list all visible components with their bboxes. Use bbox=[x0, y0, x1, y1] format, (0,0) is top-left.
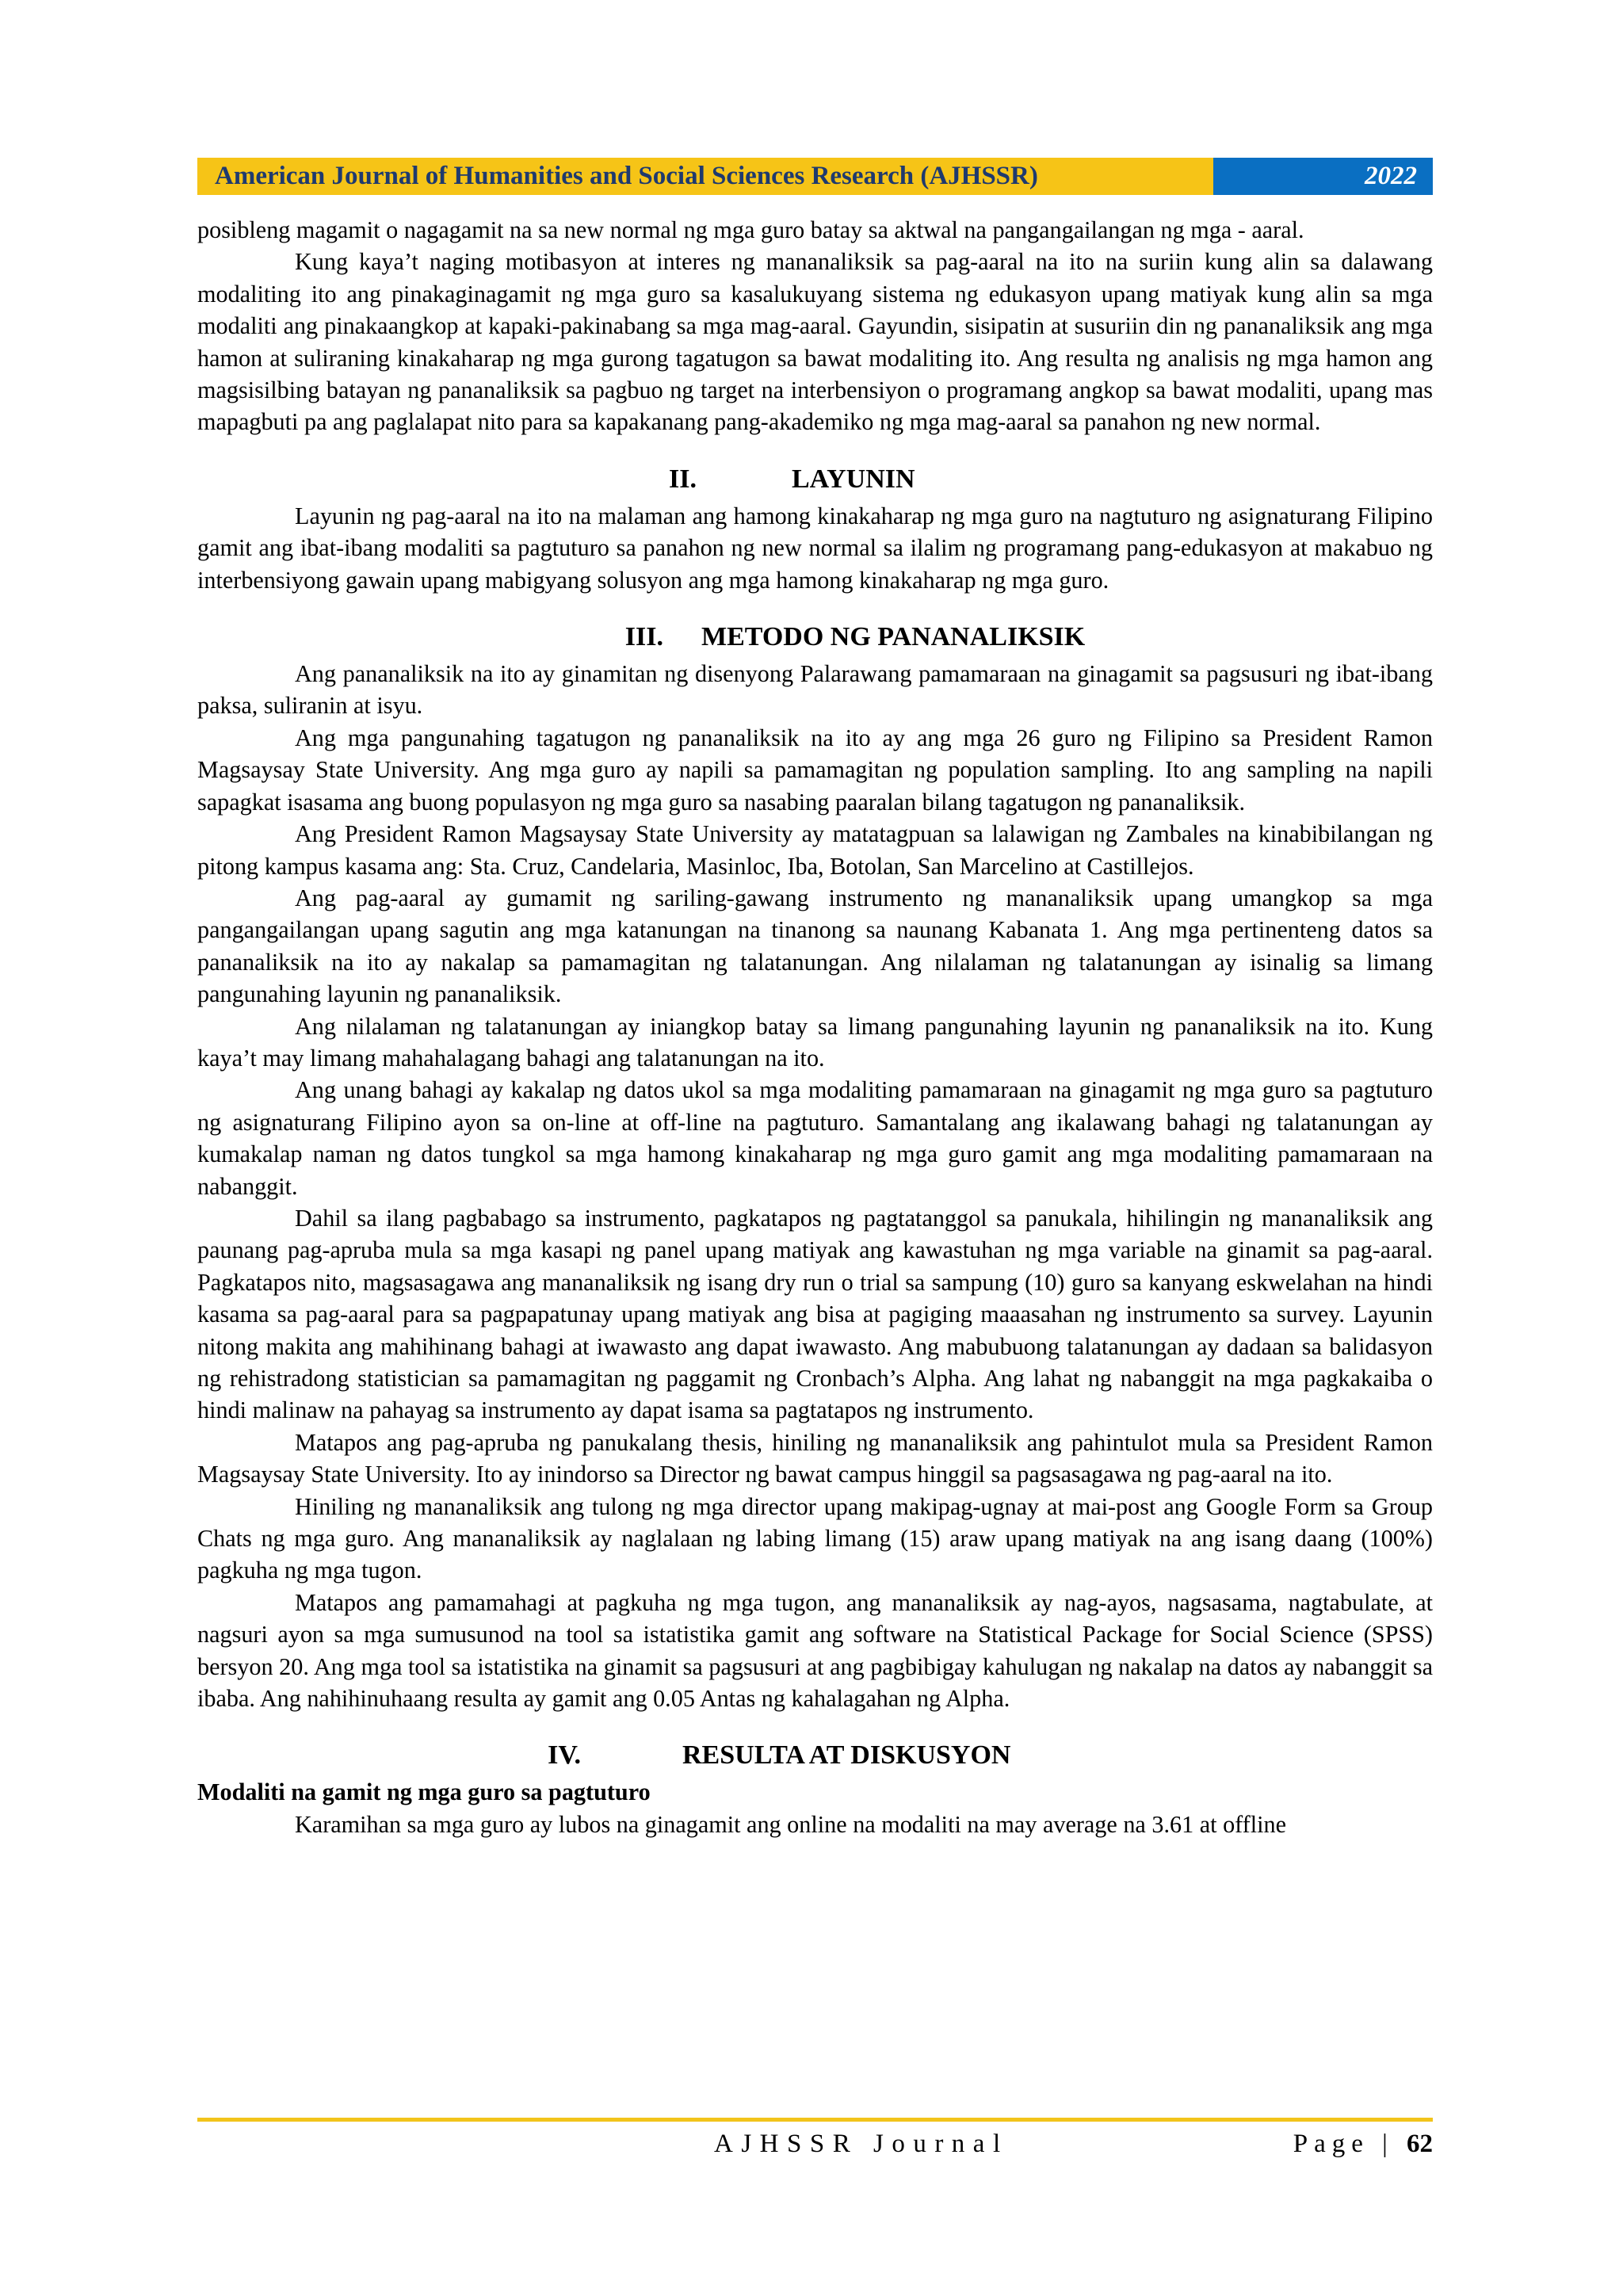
article-body bbox=[197, 214, 1433, 1840]
section-title: METODO NG PANANALIKSIK bbox=[701, 622, 1086, 652]
journal-title: American Journal of Humanities and Social Sciences Research (AJHSSR) bbox=[197, 158, 1213, 195]
paragraph: posibleng magamit o nagagamit na sa new normal ng mga guro batay sa aktwal na pangangailangan ng mga - aaral. bbox=[197, 216, 1304, 243]
subsection-heading: Modaliti na gamit ng mga guro sa pagtuturo bbox=[197, 1778, 651, 1806]
journal-year: 2022 bbox=[1213, 158, 1433, 195]
section-number: II. bbox=[669, 464, 697, 494]
paragraph: Matapos ang pamamahagi at pagkuha ng mga tugon, ang mananaliksik ay nag-ayos, nagsasama, nagtabulate, at nagsuri ayon sa mga sumusunod na tool sa istatistika gamit ang software na Statistical Package for Social Science (SPSS) bersyon 20. Ang mga tool sa istatistika na ginamit sa pagsusuri at ang pagbibigay kahulugan ng nakalap na datos ay nabanggit sa ibaba. Ang nahihinuhaang resulta ay gamit ang 0.05 Antas ng kahalagahan ng Alpha. bbox=[197, 1588, 1433, 1713]
section-number: III. bbox=[624, 622, 663, 652]
page-number bbox=[1293, 2124, 1433, 2164]
paragraph: Ang President Ramon Magsaysay State University ay matatagpuan sa lalawigan ng Zambales na kinabibilangan ng pitong kampus kasama ang: Sta. Cruz, Candelaria, Masinloc, Iba, Botolan, San Marcelino at Castillejos. bbox=[197, 820, 1433, 880]
footer-divider bbox=[197, 2118, 1433, 2122]
paragraph: Ang mga pangunahing tagatugon ng pananaliksik na ito ay ang mga 26 guro ng Filipino sa President Ramon Magsaysay State University. Ang mga guro ay napili sa pamamagitan ng population sampling. Ito ang sampling na napili sapagkat isasama ang buong populasyon ng mga guro sa nasabing paaralan bilang tagatugon ng pananaliksik. bbox=[197, 724, 1433, 816]
section-number: IV. bbox=[548, 1740, 581, 1771]
paragraph: Ang unang bahagi ay kakalap ng datos ukol sa mga modaliting pamamaraan na ginagamit ng mga guro sa pagtuturo ng asignaturang Filipino ayon sa on-line at off-line na pagtuturo. Samantalang ang ikalawang bahagi ng talatanungan ay kumakalap naman ng datos tungkol sa mga hamong kinakaharap ng mga guro gamit ang mga modaliting pamamaraan na nabanggit. bbox=[197, 1076, 1433, 1200]
paragraph: Ang pananaliksik na ito ay ginamitan ng disenyong Palarawang pamamaraan na ginagamit sa pagsusuri ng ibat-ibang paksa, suliranin at isyu. bbox=[197, 660, 1433, 720]
journal-header bbox=[197, 158, 1433, 195]
paragraph: Hiniling ng mananaliksik ang tulong ng mga director upang makipag-ugnay at mai-post ang Google Form sa Group Chats ng mga guro. Ang mananaliksik ay naglalaan ng labing limang (15) araw upang matiyak na ang isang daang (100%) pagkuha ng mga tugon. bbox=[197, 1492, 1433, 1584]
paragraph: Kung kaya’t naging motibasyon at interes ng mananaliksik sa pag-aaral na ito na suriin kung alin sa dalawang modaliting ito ang pinakaginagamit ng mga guro sa kasalukuyang sistema ng edukasyon upang matiyak kung alin sa mga modaliti ang pinakaangkop at kapaki-pakinabang sa mga mag-aaral. Gayundin, sisipatin at susuriin din ng pananaliksik ang mga hamon at suliraning kinakaharap ng mga gurong tagatugon sa bawat modaliting ito. Ang resulta ng analisis ng mga hamon ang magsisilbing batayan ng pananaliksik sa pagbuo ng target na interbensiyon o programang angkop sa bawat modaliti, upang mas mapagbuti pa ang paglalapat nito para sa kapakanang pang-akademiko ng mga mag-aaral sa panahon ng new normal. bbox=[197, 248, 1433, 436]
paragraph: Matapos ang pag-apruba ng panukalang thesis, hiniling ng mananaliksik ang pahintulot mula sa President Ramon Magsaysay State University. Ito ay inindorso sa Director ng bawat campus hinggil sa pagsasagawa ng pag-aaral na ito. bbox=[197, 1428, 1433, 1488]
page-label: Page | bbox=[1293, 2130, 1394, 2158]
paragraph: Karamihan sa mga guro ay lubos na ginagamit ang online na modaliti na may average na 3.61 at offline bbox=[295, 1810, 1286, 1838]
paragraph: Ang pag-aaral ay gumamit ng sariling-gawang instrumento ng mananaliksik upang umangkop sa mga pangangailangan upang sagutin ang mga katanungan na tinanong sa naunang Kabanata 1. Ang mga pertinenteng datos sa pananaliksik na ito ay nakalap sa pamamagitan ng talatanungan. Ang nilalaman ng talatanungan ay isinalig sa limang pangunahing layunin ng pananaliksik. bbox=[197, 884, 1433, 1008]
section-heading-resulta bbox=[197, 1740, 1433, 1771]
section-title: LAYUNIN bbox=[792, 464, 915, 494]
page-footer bbox=[197, 2124, 1433, 2164]
paragraph: Ang nilalaman ng talatanungan ay iniangkop batay sa limang pangunahing layunin ng pananaliksik na ito. Kung kaya’t may limang mahahalagang bahagi ang talatanungan na ito. bbox=[197, 1012, 1433, 1072]
section-heading-layunin bbox=[197, 464, 1433, 495]
section-heading-metodo bbox=[197, 621, 1433, 653]
footer-journal-name: AJHSSR Journal bbox=[714, 2130, 1009, 2158]
paragraph: Layunin ng pag-aaral na ito na malaman ang hamong kinakaharap ng mga guro na nagtuturo ng asignaturang Filipino gamit ang ibat-ibang modaliti sa pagtuturo sa panahon ng new normal sa ilalim ng programang pang-edukasyon at makabuo ng interbensiyong gawain upang mabigyang solusyon ang mga hamong kinakaharap ng mga guro. bbox=[197, 502, 1433, 594]
section-title: RESULTA AT DISKUSYON bbox=[682, 1740, 1011, 1771]
paragraph: Dahil sa ilang pagbabago sa instrumento, pagkatapos ng pagtatanggol sa panukala, hihilingin ng mananaliksik ang paunang pag-apruba mula sa mga kasapi ng panel upang matiyak ang kawastuhan ng mga variable na ginamit sa pag-aaral. Pagkatapos nito, magsasagawa ang mananaliksik ng isang dry run o trial sa sampung (10) guro sa kanyang eskwelahan na hindi kasama sa pag-aaral para sa pagpapatunay upang matiyak ang bisa at pagiging maaasahan ng instrumento sa survey. Layunin nitong makita ang mahihinang bahagi at iwawasto ang dapat iwawasto. Ang mabubuong talatanungan ay dadaan sa balidasyon ng rehistradong statistician sa pamamagitan ng paggamit ng Cronbach’s Alpha. Ang lahat ng nabanggit na mga pagkakaiba o hindi malinaw na pahayag sa instrumento ay dapat isama sa pagtatapos ng instrumento. bbox=[197, 1204, 1433, 1424]
page-number-value: 62 bbox=[1407, 2130, 1433, 2158]
